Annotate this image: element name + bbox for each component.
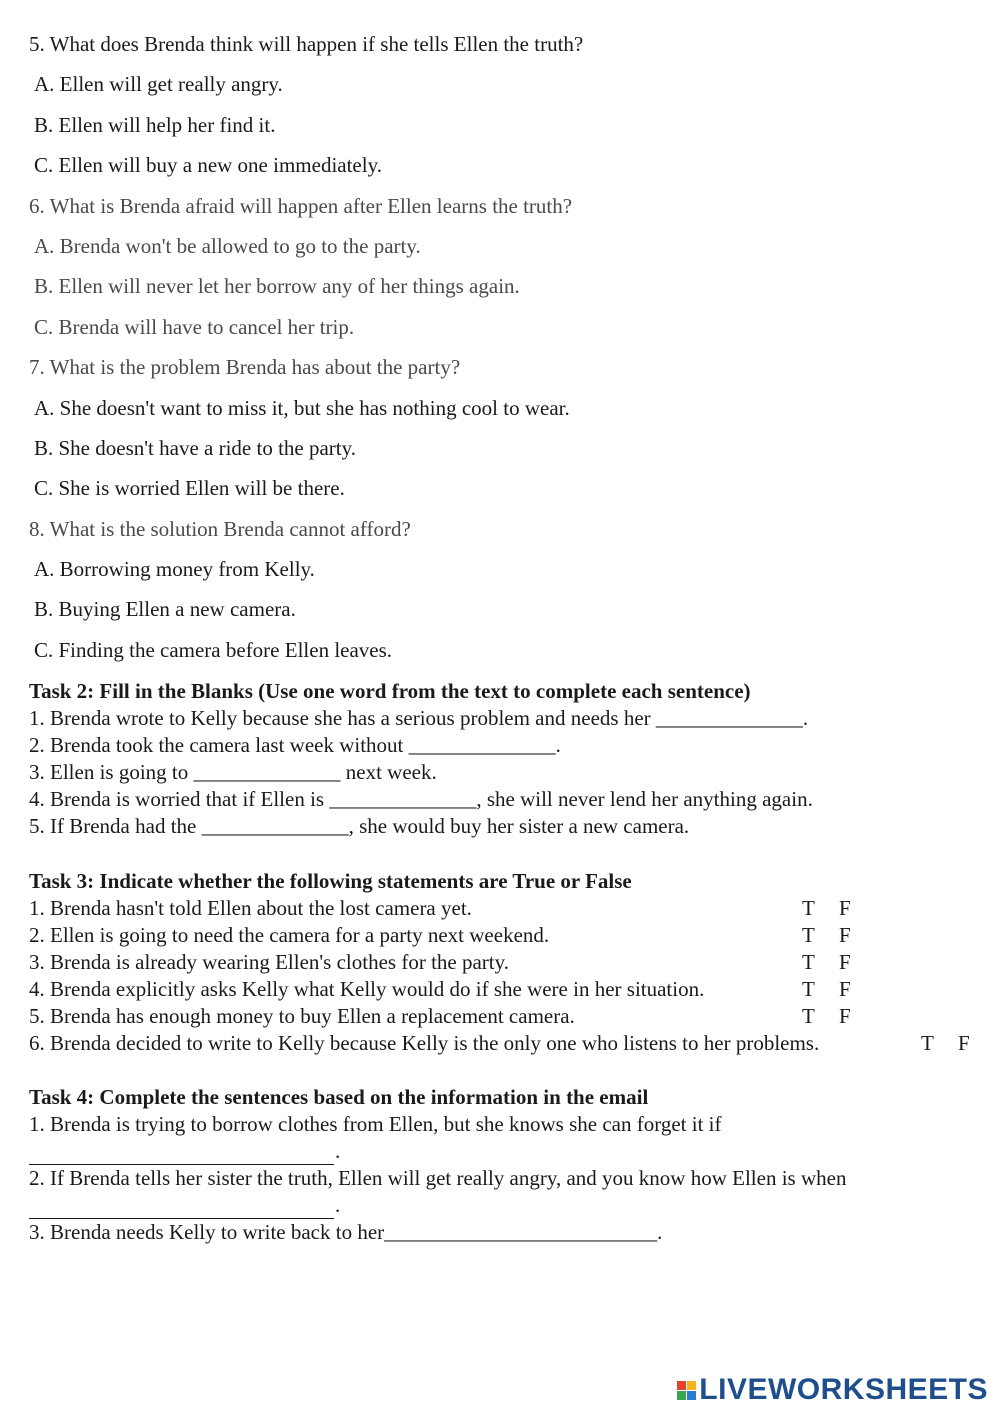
option-6a[interactable]: A. Brenda won't be allowed to go to the party. — [34, 233, 421, 258]
task2-section — [29, 678, 989, 840]
task3-row-1 — [29, 895, 989, 922]
task3-statement-5: 5. Brenda has enough money to buy Ellen a replacement camera. — [29, 1004, 575, 1028]
logo-square-blue — [687, 1391, 696, 1400]
task3-row-4 — [29, 976, 989, 1003]
question-5: 5. What does Brenda think will happen if she tells Ellen the truth? — [29, 32, 584, 56]
task2-title: Task 2: Fill in the Blanks (Use one word from the text to complete each sentence) — [29, 679, 751, 703]
liveworksheets-logo-text: LIVEWORKSHEETS — [699, 1373, 988, 1406]
question-8: 8. What is the solution Brenda cannot afford? — [29, 516, 411, 541]
task3-row-6 — [29, 1030, 989, 1057]
task3-statement-2: 2. Ellen is going to need the camera for a party next weekend. — [29, 923, 550, 947]
task2-item-4[interactable]: 4. Brenda is worried that if Ellen is ______________, she will never lend her anything again. — [29, 787, 813, 811]
task3-statement-1: 1. Brenda hasn't told Ellen about the lost camera yet. — [29, 896, 472, 920]
task4-blank-2[interactable] — [29, 1192, 341, 1219]
task4-title: Task 4: Complete the sentences based on the information in the email — [29, 1085, 649, 1109]
task2-item-2[interactable]: 2. Brenda took the camera last week without ______________. — [29, 733, 561, 757]
true-option-6[interactable]: T — [921, 1031, 934, 1055]
task4-blank-1-period: . — [335, 1139, 341, 1163]
task3-row-5 — [29, 1003, 989, 1030]
false-option-4[interactable]: F — [839, 977, 851, 1001]
task2-item-5[interactable]: 5. If Brenda had the ______________, she would buy her sister a new camera. — [29, 814, 690, 838]
option-7b[interactable]: B. She doesn't have a ride to the party. — [34, 435, 357, 460]
task4-blank-1[interactable] — [29, 1138, 341, 1165]
task4-item-1: 1. Brenda is trying to borrow clothes from Ellen, but she knows she can forget it if — [29, 1112, 722, 1136]
option-7a[interactable]: A. She doesn't want to miss it, but she has nothing cool to wear. — [34, 395, 570, 420]
false-option-2[interactable]: F — [839, 923, 851, 947]
liveworksheets-logo — [677, 1372, 988, 1408]
logo-square-green — [677, 1391, 686, 1400]
true-option-1[interactable]: T — [802, 896, 815, 920]
task3-title: Task 3: Indicate whether the following statements are True or False — [29, 869, 632, 893]
option-7c[interactable]: C. She is worried Ellen will be there. — [34, 476, 345, 501]
true-option-5[interactable]: T — [802, 1004, 815, 1028]
option-6c[interactable]: C. Brenda will have to cancel her trip. — [34, 314, 355, 339]
option-8a[interactable]: A. Borrowing money from Kelly. — [34, 557, 315, 582]
question-7: 7. What is the problem Brenda has about the party? — [29, 355, 461, 380]
task3-row-3 — [29, 949, 989, 976]
task2-item-1[interactable]: 1. Brenda wrote to Kelly because she has a serious problem and needs her ______________. — [29, 706, 809, 730]
option-5a[interactable]: A. Ellen will get really angry. — [34, 72, 283, 97]
false-option-5[interactable]: F — [839, 1004, 851, 1028]
option-6b[interactable]: B. Ellen will never let her borrow any of her things again. — [34, 274, 520, 299]
task3-section — [29, 868, 989, 1057]
task3-row-2 — [29, 922, 989, 949]
option-5c[interactable]: C. Ellen will buy a new one immediately. — [34, 153, 382, 178]
task4-blank-2-row — [29, 1192, 989, 1219]
logo-square-yellow — [687, 1381, 696, 1390]
task3-statement-4: 4. Brenda explicitly asks Kelly what Kelly would do if she were in her situation. — [29, 977, 705, 1001]
task3-statement-3: 3. Brenda is already wearing Ellen's clothes for the party. — [29, 950, 510, 974]
task4-item-3[interactable]: 3. Brenda needs Kelly to write back to her__________________________. — [29, 1220, 663, 1244]
logo-square-red — [677, 1381, 686, 1390]
task4-blank-2-period: . — [335, 1193, 341, 1217]
option-8b[interactable]: B. Buying Ellen a new camera. — [34, 597, 296, 622]
task4-blank-1-row — [29, 1138, 989, 1165]
false-option-6[interactable]: F — [958, 1031, 970, 1055]
option-5b[interactable]: B. Ellen will help her find it. — [34, 112, 276, 137]
true-option-2[interactable]: T — [802, 923, 815, 947]
task4-item-2: 2. If Brenda tells her sister the truth, Ellen will get really angry, and you know how Ellen is when — [29, 1166, 847, 1190]
task4-section — [29, 1084, 989, 1246]
false-option-3[interactable]: F — [839, 950, 851, 974]
liveworksheets-logo-icon — [677, 1381, 696, 1400]
multiple-choice-section — [0, 26, 1000, 672]
true-option-3[interactable]: T — [802, 950, 815, 974]
question-6: 6. What is Brenda afraid will happen after Ellen learns the truth? — [29, 193, 573, 218]
task2-item-3[interactable]: 3. Ellen is going to ______________ next week. — [29, 760, 437, 784]
task3-statement-6: 6. Brenda decided to write to Kelly because Kelly is the only one who listens to her problems. — [29, 1031, 820, 1055]
false-option-1[interactable]: F — [839, 896, 851, 920]
option-8c[interactable]: C. Finding the camera before Ellen leaves. — [34, 637, 393, 662]
true-option-4[interactable]: T — [802, 977, 815, 1001]
